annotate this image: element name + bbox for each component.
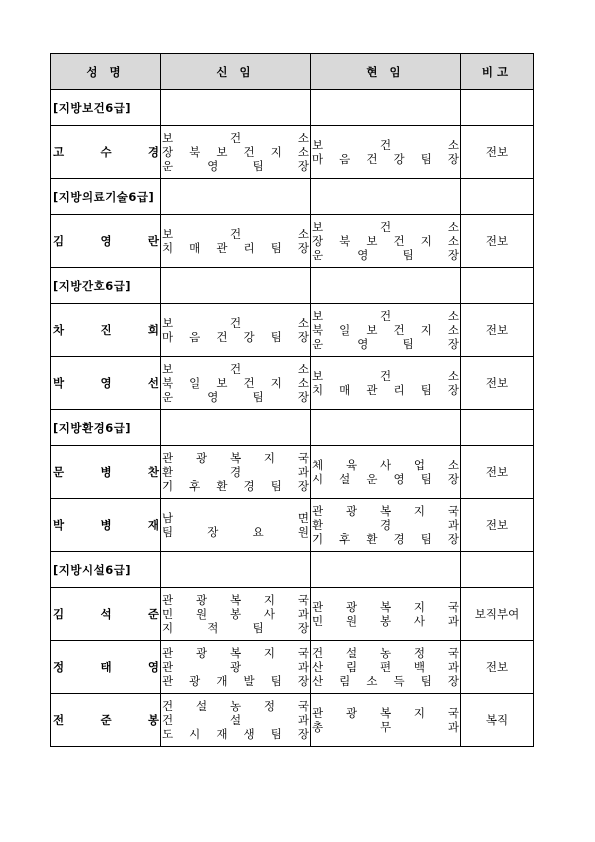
post-line: 건 설 과 xyxy=(162,713,309,727)
new-post-cell xyxy=(161,499,311,552)
new-post-cell xyxy=(161,446,311,499)
post-line: 환 경 과 xyxy=(312,518,459,532)
post-line: 총 무 과 xyxy=(312,720,459,734)
category-label: [지방환경6급] xyxy=(51,410,161,446)
table-row xyxy=(51,694,534,747)
current-post-cell xyxy=(311,694,461,747)
header-current-post: 현 임 xyxy=(311,54,461,90)
post-line: 시 설 운 영 팀 장 xyxy=(312,472,459,486)
person-name: 박 병 재 xyxy=(51,499,161,552)
post-line: 보 건 소 xyxy=(312,220,459,234)
table-row xyxy=(51,446,534,499)
header-name: 성 명 xyxy=(51,54,161,90)
note-cell: 전보 xyxy=(461,304,534,357)
post-line: 지 적 팀 장 xyxy=(162,621,309,635)
post-line: 보 건 소 xyxy=(162,316,309,330)
table-row xyxy=(51,499,534,552)
category-row xyxy=(51,179,534,215)
empty-cell xyxy=(461,410,534,446)
current-post-cell xyxy=(311,446,461,499)
post-line: 건 설 농 정 국 xyxy=(312,646,459,660)
post-line: 보 건 소 xyxy=(162,227,309,241)
category-label: [지방의료기술6급] xyxy=(51,179,161,215)
current-post-cell xyxy=(311,126,461,179)
post-line: 건 설 농 정 국 xyxy=(162,699,309,713)
new-post-cell xyxy=(161,588,311,641)
category-row xyxy=(51,552,534,588)
header-note: 비고 xyxy=(461,54,534,90)
category-row xyxy=(51,268,534,304)
post-line: 관 광 복 지 국 xyxy=(312,600,459,614)
header-new-post: 신 임 xyxy=(161,54,311,90)
person-name: 고 수 경 xyxy=(51,126,161,179)
post-line: 보 건 소 xyxy=(312,138,459,152)
table-body xyxy=(51,90,534,747)
new-post-cell xyxy=(161,357,311,410)
current-post-cell xyxy=(311,588,461,641)
note-cell: 전보 xyxy=(461,446,534,499)
person-name: 정 태 영 xyxy=(51,641,161,694)
empty-cell xyxy=(461,552,534,588)
table-row xyxy=(51,304,534,357)
post-line: 마 음 건 강 팀 장 xyxy=(162,330,309,344)
category-row xyxy=(51,410,534,446)
empty-cell xyxy=(461,179,534,215)
note-cell: 전보 xyxy=(461,126,534,179)
post-line: 관 광 복 지 국 xyxy=(162,593,309,607)
personnel-table xyxy=(50,53,534,747)
person-name: 김 석 준 xyxy=(51,588,161,641)
current-post-cell xyxy=(311,499,461,552)
post-line: 도 시 재 생 팀 장 xyxy=(162,727,309,741)
note-cell: 전보 xyxy=(461,215,534,268)
post-line: 관 광 개 발 팀 장 xyxy=(162,674,309,688)
person-name: 전 준 봉 xyxy=(51,694,161,747)
empty-cell xyxy=(161,179,311,215)
post-line: 관 광 복 지 국 xyxy=(312,706,459,720)
post-line: 남 면 xyxy=(162,511,309,525)
empty-cell xyxy=(311,179,461,215)
empty-cell xyxy=(461,90,534,126)
empty-cell xyxy=(311,268,461,304)
empty-cell xyxy=(161,268,311,304)
post-line: 장 북 보 건 지 소 xyxy=(312,234,459,248)
table-row xyxy=(51,126,534,179)
current-post-cell xyxy=(311,215,461,268)
empty-cell xyxy=(461,268,534,304)
category-row xyxy=(51,90,534,126)
new-post-cell xyxy=(161,126,311,179)
note-cell: 복직 xyxy=(461,694,534,747)
post-line: 관 광 복 지 국 xyxy=(162,451,309,465)
post-line: 기 후 환 경 팀 장 xyxy=(162,479,309,493)
empty-cell xyxy=(161,90,311,126)
post-line: 민 원 봉 사 과 xyxy=(312,614,459,628)
post-line: 마 음 건 강 팀 장 xyxy=(312,152,459,166)
note-cell: 보직부여 xyxy=(461,588,534,641)
post-line: 치 매 관 리 팀 장 xyxy=(162,241,309,255)
empty-cell xyxy=(311,410,461,446)
current-post-cell xyxy=(311,641,461,694)
table-row xyxy=(51,357,534,410)
person-name: 차 진 희 xyxy=(51,304,161,357)
post-line: 환 경 과 xyxy=(162,465,309,479)
post-line: 장 북 보 건 지 소 xyxy=(162,145,309,159)
post-line: 팀 장 요 원 xyxy=(162,525,309,539)
post-line: 운 영 팀 장 xyxy=(312,337,459,351)
post-line: 기 후 환 경 팀 장 xyxy=(312,532,459,546)
category-label: [지방시설6급] xyxy=(51,552,161,588)
current-post-cell xyxy=(311,304,461,357)
category-label: [지방보건6급] xyxy=(51,90,161,126)
header-row xyxy=(51,54,534,90)
person-name: 박 영 선 xyxy=(51,357,161,410)
post-line: 산 림 편 백 과 xyxy=(312,660,459,674)
table-row xyxy=(51,588,534,641)
new-post-cell xyxy=(161,694,311,747)
post-line: 북 일 보 건 지 소 xyxy=(312,323,459,337)
empty-cell xyxy=(161,552,311,588)
current-post-cell xyxy=(311,357,461,410)
empty-cell xyxy=(161,410,311,446)
post-line: 민 원 봉 사 과 xyxy=(162,607,309,621)
new-post-cell xyxy=(161,641,311,694)
note-cell: 전보 xyxy=(461,641,534,694)
post-line: 운 영 팀 장 xyxy=(312,248,459,262)
post-line: 보 건 소 xyxy=(162,131,309,145)
post-line: 체 육 사 업 소 xyxy=(312,458,459,472)
post-line: 치 매 관 리 팀 장 xyxy=(312,383,459,397)
post-line: 보 건 소 xyxy=(312,369,459,383)
post-line: 운 영 팀 장 xyxy=(162,159,309,173)
category-label: [지방간호6급] xyxy=(51,268,161,304)
post-line: 관 광 복 지 국 xyxy=(312,504,459,518)
post-line: 보 건 소 xyxy=(312,309,459,323)
post-line: 운 영 팀 장 xyxy=(162,390,309,404)
post-line: 산 림 소 득 팀 장 xyxy=(312,674,459,688)
note-cell: 전보 xyxy=(461,499,534,552)
note-cell: 전보 xyxy=(461,357,534,410)
table-row xyxy=(51,641,534,694)
empty-cell xyxy=(311,552,461,588)
empty-cell xyxy=(311,90,461,126)
new-post-cell xyxy=(161,304,311,357)
person-name: 김 영 란 xyxy=(51,215,161,268)
new-post-cell xyxy=(161,215,311,268)
post-line: 북 일 보 건 지 소 xyxy=(162,376,309,390)
post-line: 관 광 복 지 국 xyxy=(162,646,309,660)
post-line: 관 광 과 xyxy=(162,660,309,674)
person-name: 문 병 찬 xyxy=(51,446,161,499)
table-row xyxy=(51,215,534,268)
post-line: 보 건 소 xyxy=(162,362,309,376)
